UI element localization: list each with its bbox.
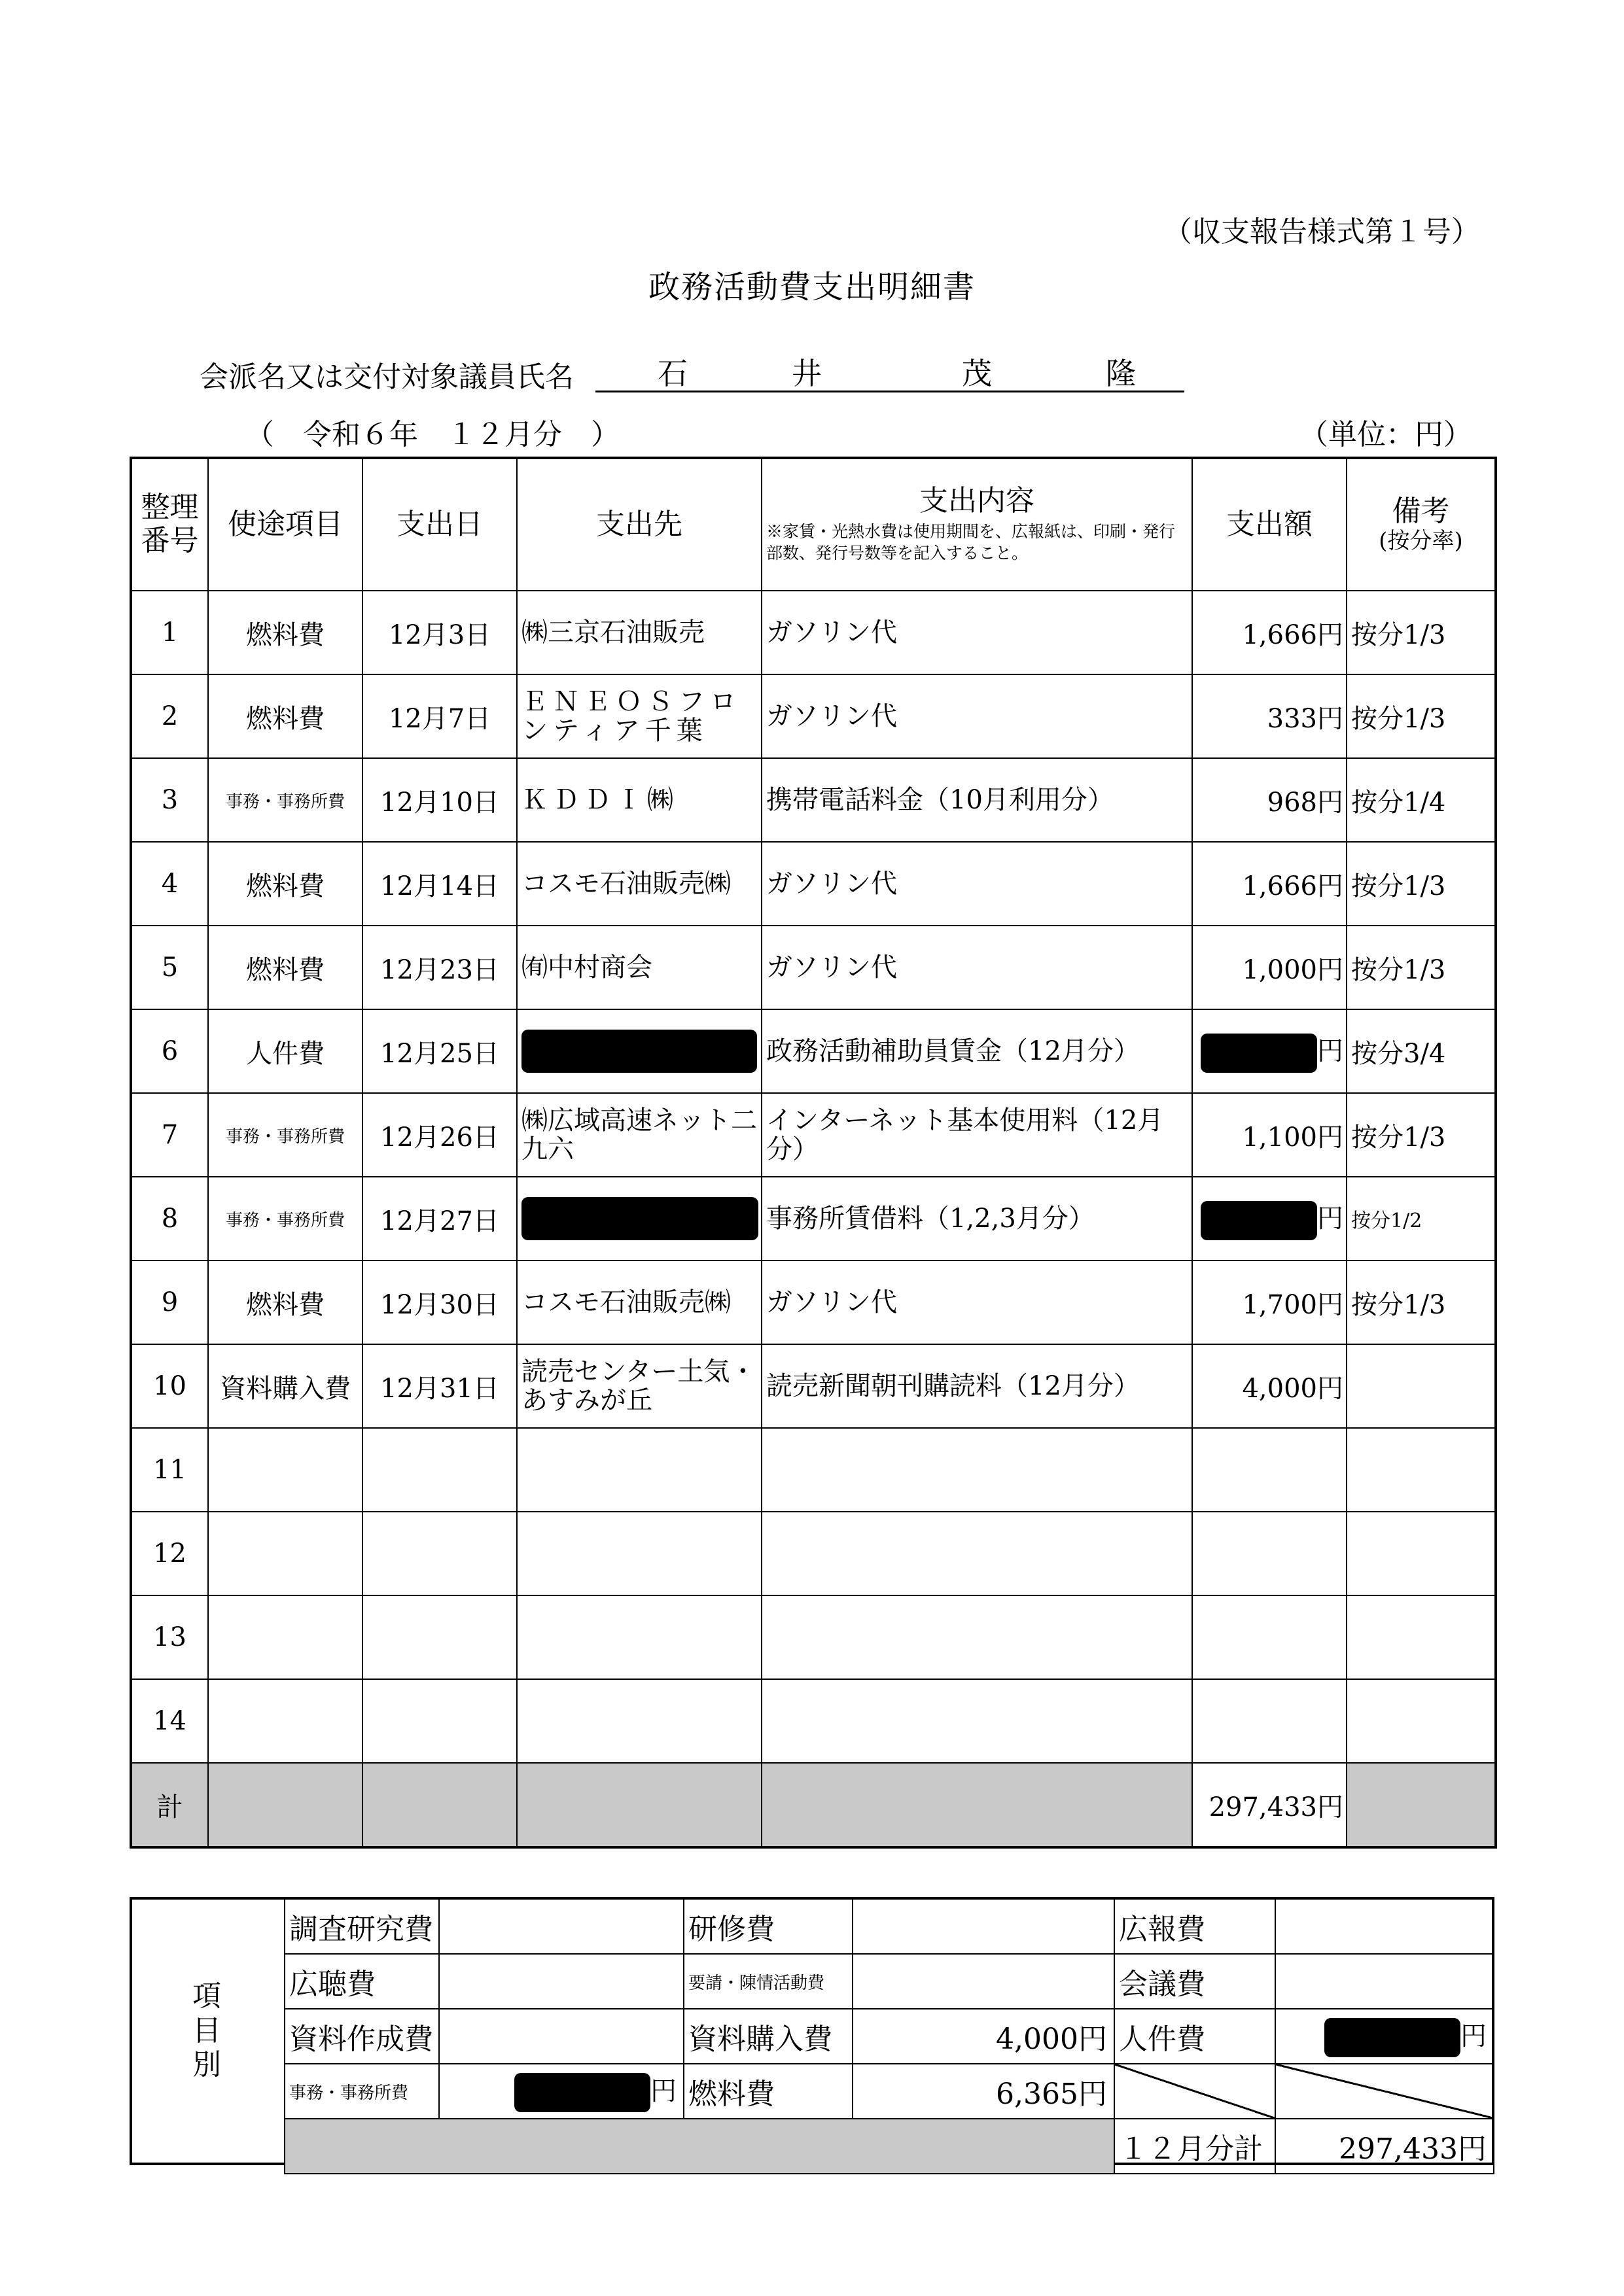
row-category: 燃料費	[208, 842, 362, 926]
row-date: 12月27日	[362, 1177, 517, 1261]
table-row	[131, 1679, 1496, 1763]
row-note: 按分1/3	[1347, 591, 1496, 674]
label-month-total: １２月分計	[1114, 2119, 1275, 2174]
row-content: 携帯電話料金（10月利用分）	[762, 758, 1192, 842]
total-filler	[362, 1763, 517, 1847]
table-row	[131, 1428, 1496, 1512]
member-name-char: 井	[792, 356, 822, 391]
row-date: 12月31日	[362, 1344, 517, 1428]
value-month-total: 297,433円	[1275, 2119, 1494, 2174]
row-payee: ＥＮＥＯＳフロンティア千葉	[517, 674, 762, 758]
redaction-block	[1201, 1201, 1317, 1240]
table-row	[131, 1595, 1496, 1679]
diagonal-cell	[1114, 2064, 1275, 2119]
row-date: 12月23日	[362, 926, 517, 1009]
expense-table	[130, 457, 1497, 1849]
row-payee: ＫＤＤＩ㈱	[517, 758, 762, 842]
table-row	[131, 1344, 1496, 1428]
row-date: 12月10日	[362, 758, 517, 842]
summary-row	[285, 1899, 1494, 1954]
row-no: 3	[131, 758, 208, 842]
col-note-header	[1347, 458, 1496, 591]
value-shiryo-sakusei	[439, 2009, 684, 2064]
row-category	[208, 1595, 362, 1679]
diagonal-cell	[1275, 2064, 1494, 2119]
row-payee: ㈲中村商会	[517, 926, 762, 1009]
row-content: インターネット基本使用料（12月分）	[762, 1093, 1192, 1177]
row-payee	[517, 1428, 762, 1512]
row-content	[762, 1595, 1192, 1679]
row-date	[362, 1428, 517, 1512]
period: （ 令和６年 １２月分 ）	[245, 418, 620, 451]
row-amount-text: 円	[1317, 1035, 1343, 1066]
row-note	[1347, 1344, 1496, 1428]
note-header-title: 備考	[1392, 495, 1450, 529]
row-no: 2	[131, 674, 208, 758]
row-no: 10	[131, 1344, 208, 1428]
label-kenshu: 研修費	[684, 1899, 853, 1954]
row-category: 燃料費	[208, 674, 362, 758]
row-payee	[517, 1512, 762, 1595]
row-amount: 1,666円	[1192, 591, 1347, 674]
table-row	[131, 842, 1496, 926]
content-header-title: 支出内容	[919, 483, 1034, 517]
label-jimu: 事務・事務所費	[285, 2064, 439, 2119]
col-category-header: 使途項目	[208, 458, 362, 591]
document-title: 政務活動費支出明細書	[648, 269, 976, 305]
row-content: ガソリン代	[762, 926, 1192, 1009]
member-name-char: 隆	[1106, 356, 1136, 391]
row-payee	[517, 1679, 762, 1763]
label-shiryo-sakusei: 資料作成費	[285, 2009, 439, 2064]
row-amount: 968円	[1192, 758, 1347, 842]
row-date	[362, 1512, 517, 1595]
table-row	[131, 674, 1496, 758]
row-content: 事務所賃借料（1,2,3月分）	[762, 1177, 1192, 1261]
value-yosei	[853, 1954, 1114, 2009]
value-kenshu	[853, 1899, 1114, 1954]
row-amount: 1,666円	[1192, 842, 1347, 926]
row-no: 8	[131, 1177, 208, 1261]
label-kaigi: 会議費	[1114, 1954, 1275, 2009]
row-category: 事務・事務所費	[208, 1177, 362, 1261]
total-label: 計	[131, 1763, 208, 1847]
summary-gray-filler	[285, 2119, 1114, 2174]
row-note: 按分1/4	[1347, 758, 1496, 842]
summary-row	[285, 2119, 1494, 2174]
value-shiryo-konyu: 4,000円	[853, 2009, 1114, 2064]
member-name-char: 茂	[962, 356, 992, 391]
row-amount: 1,100円	[1192, 1093, 1347, 1177]
row-amount	[1192, 1512, 1347, 1595]
row-category: 事務・事務所費	[208, 1093, 362, 1177]
table-row	[131, 926, 1496, 1009]
row-note	[1347, 1428, 1496, 1512]
value-chosa	[439, 1899, 684, 1954]
value-jimu-text: 円	[650, 2076, 677, 2107]
row-amount	[1192, 1009, 1347, 1093]
row-amount: 333円	[1192, 674, 1347, 758]
table-row	[131, 1093, 1496, 1177]
row-category: 燃料費	[208, 926, 362, 1009]
redaction-block	[1324, 2018, 1460, 2057]
label-koho: 広報費	[1114, 1899, 1275, 1954]
row-amount	[1192, 1595, 1347, 1679]
row-amount: 4,000円	[1192, 1344, 1347, 1428]
row-category: 燃料費	[208, 591, 362, 674]
member-name	[595, 350, 1184, 392]
redaction-block	[521, 1030, 757, 1073]
form-number: （収支報告様式第１号）	[1163, 215, 1480, 249]
col-no-header: 整理番号	[131, 458, 208, 591]
total-filler	[517, 1763, 762, 1847]
row-content	[762, 1512, 1192, 1595]
row-content	[762, 1679, 1192, 1763]
row-note	[1347, 1595, 1496, 1679]
row-amount	[1192, 1428, 1347, 1512]
row-payee: コスモ石油販売㈱	[517, 1261, 762, 1344]
value-jinken	[1275, 2009, 1494, 2064]
row-note: 按分1/3	[1347, 1261, 1496, 1344]
row-payee: 読売センター土気・あすみが丘	[517, 1344, 762, 1428]
label-jinken: 人件費	[1114, 2009, 1275, 2064]
row-date: 12月14日	[362, 842, 517, 926]
col-amount-header: 支出額	[1192, 458, 1347, 591]
row-no: 1	[131, 591, 208, 674]
row-payee: コスモ石油販売㈱	[517, 842, 762, 926]
row-category	[208, 1512, 362, 1595]
row-no: 5	[131, 926, 208, 1009]
redaction-block	[1201, 1034, 1317, 1073]
row-category: 事務・事務所費	[208, 758, 362, 842]
row-note	[1347, 1512, 1496, 1595]
row-amount: 1,700円	[1192, 1261, 1347, 1344]
value-kaigi	[1275, 1954, 1494, 2009]
row-content: ガソリン代	[762, 1261, 1192, 1344]
row-category: 資料購入費	[208, 1344, 362, 1428]
member-label: 会派名又は交付対象議員氏名	[200, 360, 574, 394]
row-payee	[517, 1595, 762, 1679]
row-no: 14	[131, 1679, 208, 1763]
member-name-char: 石	[658, 356, 688, 391]
table-row	[131, 758, 1496, 842]
unit-label: （単位：円）	[1299, 418, 1472, 451]
col-payee-header: 支出先	[517, 458, 762, 591]
row-date: 12月26日	[362, 1093, 517, 1177]
row-content: ガソリン代	[762, 842, 1192, 926]
summary-heading	[130, 1897, 284, 2165]
label-kocho: 広聴費	[285, 1954, 439, 2009]
total-filler	[1347, 1763, 1496, 1847]
value-jinken-text: 円	[1460, 2021, 1487, 2052]
row-payee: ㈱広域高速ネット二九六	[517, 1093, 762, 1177]
row-no: 7	[131, 1093, 208, 1177]
label-nenryo: 燃料費	[684, 2064, 853, 2119]
row-no: 13	[131, 1595, 208, 1679]
row-date: 12月3日	[362, 591, 517, 674]
row-no: 12	[131, 1512, 208, 1595]
row-content: ガソリン代	[762, 674, 1192, 758]
row-category: 燃料費	[208, 1261, 362, 1344]
summary-table	[284, 1898, 1494, 2174]
table-row	[131, 1177, 1496, 1261]
row-content	[762, 1428, 1192, 1512]
value-koho	[1275, 1899, 1494, 1954]
row-payee: ㈱三京石油販売	[517, 591, 762, 674]
row-note: 按分1/2	[1347, 1177, 1496, 1261]
row-note	[1347, 1679, 1496, 1763]
row-amount	[1192, 1679, 1347, 1763]
row-content: 政務活動補助員賃金（12月分）	[762, 1009, 1192, 1093]
row-amount	[1192, 1177, 1347, 1261]
row-payee	[517, 1177, 762, 1261]
redaction-block	[514, 2073, 650, 2112]
value-kocho	[439, 1954, 684, 2009]
label-chosa: 調査研究費	[285, 1899, 439, 1954]
row-date	[362, 1679, 517, 1763]
row-date	[362, 1595, 517, 1679]
total-row	[131, 1763, 1496, 1847]
redaction-block	[521, 1197, 758, 1240]
row-no: 9	[131, 1261, 208, 1344]
summary-row	[285, 2009, 1494, 2064]
total-filler	[208, 1763, 362, 1847]
row-no: 11	[131, 1428, 208, 1512]
row-no: 4	[131, 842, 208, 926]
summary-row	[285, 1954, 1494, 2009]
row-content: 読売新聞朝刊購読料（12月分）	[762, 1344, 1192, 1428]
row-date: 12月30日	[362, 1261, 517, 1344]
content-header-note: ※家賃・光熱水費は使用期間を、広報紙は、印刷・発行部数、発行号数等を記入すること。	[766, 521, 1176, 563]
col-date-header: 支出日	[362, 458, 517, 591]
row-content: ガソリン代	[762, 591, 1192, 674]
col-content-header	[762, 458, 1192, 591]
table-row	[131, 591, 1496, 674]
note-header-sub: (按分率)	[1379, 527, 1463, 554]
row-date: 12月7日	[362, 674, 517, 758]
row-note: 按分3/4	[1347, 1009, 1496, 1093]
table-header-row	[131, 458, 1496, 591]
summary-heading-text: 項目別	[192, 1979, 221, 2082]
label-yosei: 要請・陳情活動費	[684, 1954, 853, 2009]
row-amount: 1,000円	[1192, 926, 1347, 1009]
value-nenryo: 6,365円	[853, 2064, 1114, 2119]
row-category	[208, 1428, 362, 1512]
row-category: 人件費	[208, 1009, 362, 1093]
row-note: 按分1/3	[1347, 1093, 1496, 1177]
table-row	[131, 1261, 1496, 1344]
row-category	[208, 1679, 362, 1763]
row-note: 按分1/3	[1347, 842, 1496, 926]
summary-row	[285, 2064, 1494, 2119]
row-note: 按分1/3	[1347, 674, 1496, 758]
row-date: 12月25日	[362, 1009, 517, 1093]
value-jimu	[439, 2064, 684, 2119]
label-shiryo-konyu: 資料購入費	[684, 2009, 853, 2064]
total-amount: 297,433円	[1192, 1763, 1347, 1847]
total-filler	[762, 1763, 1192, 1847]
table-row	[131, 1512, 1496, 1595]
row-note: 按分1/3	[1347, 926, 1496, 1009]
row-no: 6	[131, 1009, 208, 1093]
row-amount-text: 円	[1317, 1203, 1343, 1234]
row-payee	[517, 1009, 762, 1093]
table-row	[131, 1009, 1496, 1093]
